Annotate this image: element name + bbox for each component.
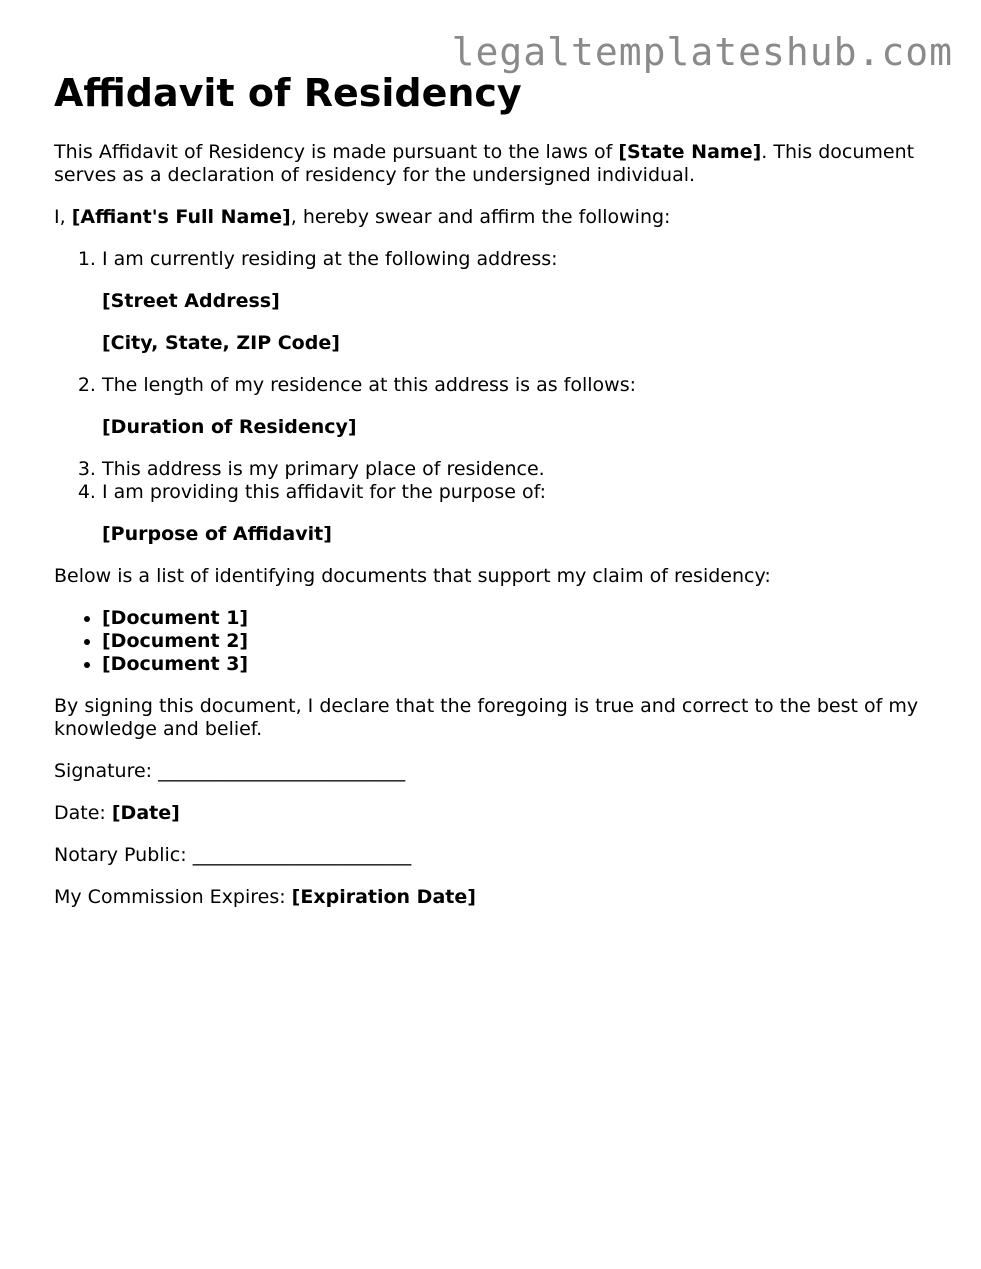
affiant-name-placeholder: [Affiant's Full Name] [71, 206, 291, 228]
statements-list [54, 248, 934, 546]
statement-detail [102, 416, 934, 439]
intro-text-before: This Affidavit of Residency is made pursuant to the laws of [54, 141, 619, 163]
notary-line [54, 844, 934, 867]
city-state-zip-placeholder: [City, State, ZIP Code] [102, 332, 340, 354]
duration-placeholder: [Duration of Residency] [102, 416, 357, 438]
declaration-paragraph: By signing this document, I declare that the foregoing is true and correct to the best of my knowledge and belief. [54, 695, 919, 740]
intro-text-after: . This document serves as a declaration of residency for the undersigned individual. [54, 141, 915, 186]
date-placeholder: [Date] [111, 802, 180, 824]
state-name-placeholder: [State Name] [618, 141, 762, 163]
intro-paragraph [54, 141, 934, 187]
statement-text: The length of my residence at this address is as follows: [102, 374, 637, 396]
commission-line [54, 886, 934, 909]
statement-detail [102, 332, 934, 355]
document-placeholder: [Document 3] [102, 653, 249, 675]
signature-blank: __________________________ [158, 760, 406, 782]
document-placeholder: [Document 1] [102, 607, 249, 629]
document-item [102, 653, 934, 676]
purpose-placeholder: [Purpose of Affidavit] [102, 523, 332, 545]
page-title: Affidavit of Residency [54, 71, 522, 115]
statement-text: I am currently residing at the following address: [102, 248, 558, 270]
commission-label: My Commission Expires: [54, 886, 292, 908]
oath-suffix: , hereby swear and affirm the following: [290, 206, 671, 228]
watermark: legaltemplateshub.com [451, 30, 953, 74]
document-item [102, 630, 934, 653]
notary-label: Notary Public: [54, 844, 193, 866]
document-item [102, 607, 934, 630]
signature-line [54, 760, 934, 783]
document-body [54, 70, 934, 928]
statement-detail [102, 523, 934, 546]
expiration-date-placeholder: [Expiration Date] [291, 886, 476, 908]
statement-detail [102, 290, 934, 313]
document-placeholder: [Document 2] [102, 630, 249, 652]
statement-text: I am providing this affidavit for the purpose of: [102, 481, 547, 503]
documents-intro: Below is a list of identifying documents that support my claim of residency: [54, 565, 771, 587]
statement-item [102, 248, 934, 355]
street-address-placeholder: [Street Address] [102, 290, 280, 312]
oath-paragraph [54, 206, 934, 229]
date-label: Date: [54, 802, 112, 824]
documents-list [54, 607, 934, 676]
date-line [54, 802, 934, 825]
statement-text: This address is my primary place of residence. [102, 458, 545, 480]
signature-label: Signature: [54, 760, 159, 782]
statement-item [102, 374, 934, 439]
oath-prefix: I, [54, 206, 72, 228]
statement-item [102, 481, 934, 546]
statement-item [102, 458, 934, 481]
notary-blank: _______________________ [192, 844, 412, 866]
